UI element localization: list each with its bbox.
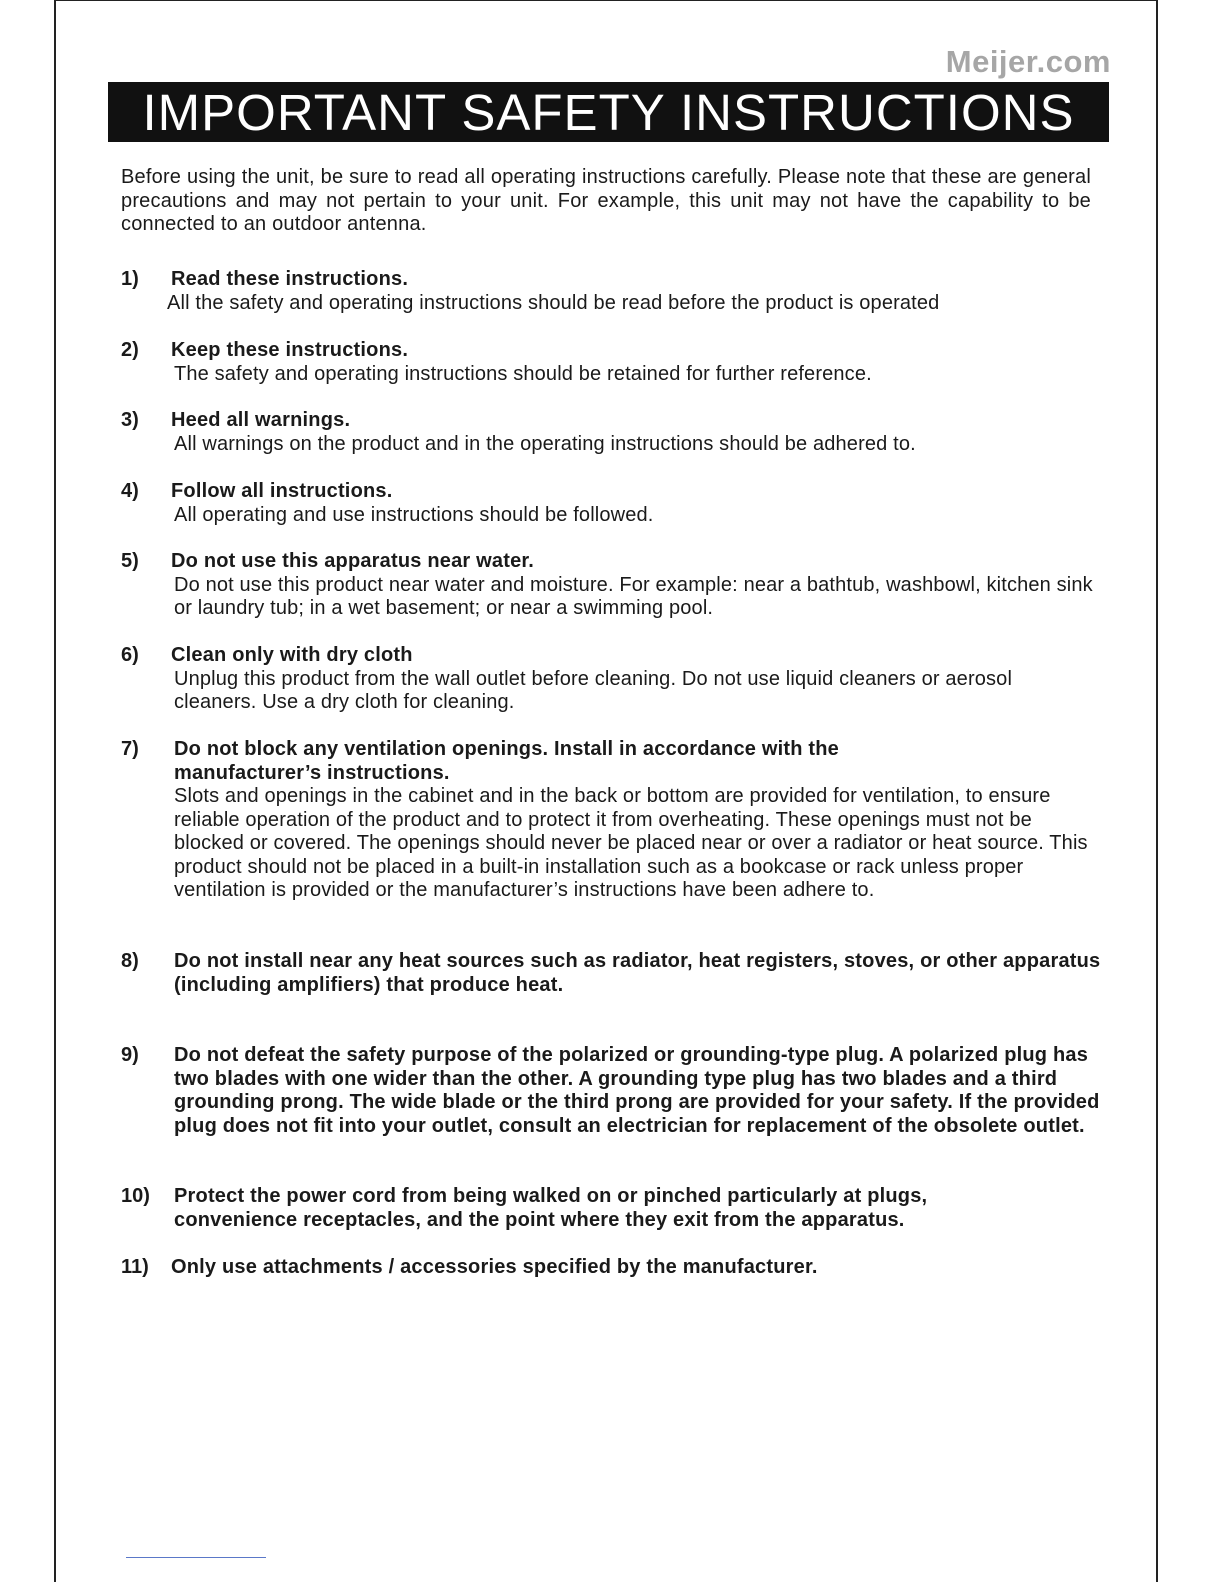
- item-heading: Follow all instructions.: [171, 480, 393, 502]
- item-number: 8): [121, 950, 139, 972]
- item-number: 5): [121, 550, 139, 572]
- item-number: 11): [121, 1256, 149, 1278]
- item-heading: Keep these instructions.: [171, 339, 409, 361]
- item-number: 1): [121, 268, 139, 290]
- item-heading: Do not defeat the safety purpose of the polarized or grounding-type plug. A polarized plug has two blades with one wider than the other. A grounding type plug has two blades and a third grounding prong. The wide blade or the third prong are provided for your safety. If the provided plug does not fit into your outlet, consult an electrician for replacement of the obsolete outlet.: [174, 1044, 1100, 1137]
- item-text: All operating and use instructions should be followed.: [174, 503, 654, 526]
- item-number: 7): [121, 738, 139, 760]
- footer-divider: [126, 1557, 266, 1558]
- intro-paragraph: Before using the unit, be sure to read all operating instructions carefully. Please note that these are general precautions and may not pertain to your unit. For example, this unit may not have the capability to be connected to an outdoor antenna.: [121, 166, 1091, 235]
- item-text: All the safety and operating instructions should be read before the product is operated: [167, 291, 940, 314]
- item-text: The safety and operating instructions should be retained for further reference.: [174, 362, 872, 385]
- item-text: Slots and openings in the cabinet and in the back or bottom are provided for ventilation, to ensure reliable operation of the product and to protect it from overheating. These openings must not be blocked or covered. The openings should never be placed near or over a radiator or heat source. This product should not be placed in a built-in installation such as a bookcase or rack unless proper ventilation is provided or the manufacturer’s instructions have been adhere to.: [174, 785, 1088, 901]
- item-heading: Heed all warnings.: [171, 409, 351, 431]
- item-number: 4): [121, 480, 139, 502]
- item-number: 9): [121, 1044, 139, 1066]
- title-banner: [108, 82, 1109, 142]
- item-text: All warnings on the product and in the operating instructions should be adhered to.: [174, 432, 916, 455]
- item-heading: Protect the power cord from being walked on or pinched particularly at plugs, convenience receptacles, and the point where they exit from the apparatus.: [174, 1185, 928, 1231]
- item-number: 6): [121, 644, 139, 666]
- item-heading: Do not install near any heat sources such as radiator, heat registers, stoves, or other apparatus (including amplifiers) that produce heat.: [174, 950, 1101, 996]
- item-number: 3): [121, 409, 139, 431]
- item-number: 2): [121, 339, 139, 361]
- item-number: 10): [121, 1185, 150, 1207]
- item-heading: Do not use this apparatus near water.: [171, 550, 535, 572]
- page-title: IMPORTANT SAFETY INSTRUCTIONS: [142, 83, 1075, 141]
- item-text: Unplug this product from the wall outlet before cleaning. Do not use liquid cleaners or aerosol cleaners. Use a dry cloth for cleaning.: [174, 667, 1013, 713]
- item-heading: Only use attachments / accessories specified by the manufacturer.: [171, 1256, 818, 1278]
- item-heading: Clean only with dry cloth: [171, 644, 413, 666]
- watermark: Meijer.com: [945, 44, 1111, 79]
- item-text: Do not use this product near water and moisture. For example: near a bathtub, washbowl, kitchen sink or laundry tub; in a wet basement; or near a swimming pool.: [174, 573, 1093, 619]
- item-heading: Do not block any ventilation openings. Install in accordance with the manufacturer’s instructions.: [174, 738, 840, 784]
- item-heading: Read these instructions.: [171, 268, 409, 290]
